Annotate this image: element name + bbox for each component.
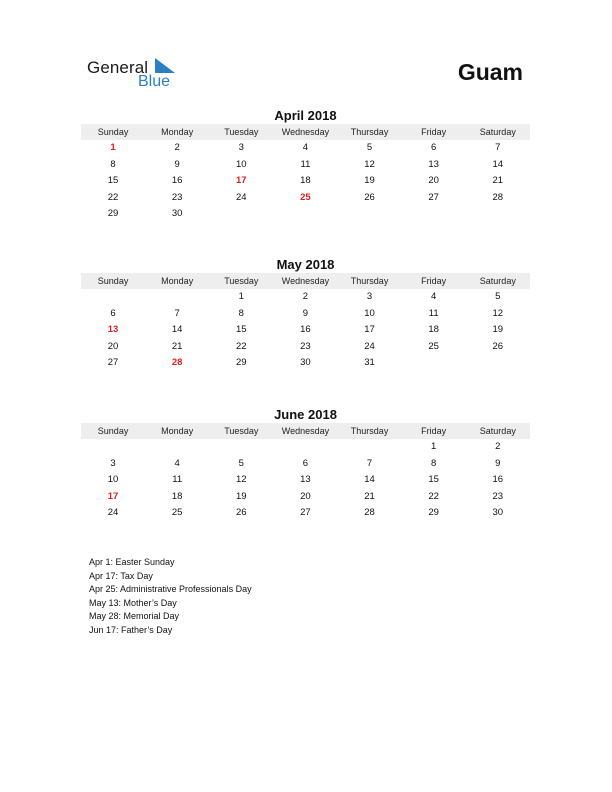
weekday-label: Monday [161, 127, 194, 137]
week-row [81, 339, 530, 356]
day-cell: 31 [364, 357, 375, 369]
day-cell: 15 [107, 175, 119, 187]
day-cell: 14 [492, 158, 504, 170]
day-cell: 6 [302, 457, 309, 469]
day-cell: 3 [110, 457, 116, 469]
day-cell: 17 [236, 175, 247, 187]
day-cell: 21 [171, 340, 183, 352]
day-cell: 22 [107, 191, 119, 203]
day-cell: 9 [495, 457, 501, 469]
weekday-label: Tuesday [224, 426, 259, 436]
day-cell: 10 [236, 158, 247, 170]
day-cell: 26 [364, 191, 375, 203]
day-cell: 2 [495, 441, 501, 452]
holiday-note: Apr 25: Administrative Professionals Day [89, 584, 252, 594]
day-cell: 11 [172, 474, 183, 486]
week-row [81, 289, 530, 306]
weekday-header [81, 124, 530, 140]
day-cell: 28 [364, 507, 375, 519]
day-cell: 17 [107, 490, 119, 502]
weekday-header [81, 423, 530, 439]
day-cell: 8 [110, 158, 116, 170]
day-cell: 1 [238, 291, 244, 302]
weekday-label: Monday [161, 276, 194, 286]
day-cell: 15 [428, 474, 439, 486]
empty-day-cell [81, 439, 145, 456]
holiday-note: Apr 17: Tax Day [89, 570, 153, 581]
day-cell: 28 [171, 357, 183, 369]
day-cell: 25 [300, 191, 311, 203]
day-cell: 20 [300, 490, 311, 502]
day-cell: 21 [364, 490, 375, 502]
day-cell: 17 [364, 324, 375, 336]
empty-day-cell [338, 206, 402, 223]
logo-triangle-icon [155, 58, 175, 73]
empty-day-cell [402, 355, 466, 372]
week-row [81, 322, 530, 339]
day-cell: 3 [238, 142, 244, 153]
week-row [81, 157, 530, 174]
weekday-label: Thursday [350, 127, 389, 137]
day-cell: 27 [107, 357, 119, 369]
day-cell: 26 [236, 507, 247, 519]
week-row [81, 489, 530, 506]
country-title: Guam [457, 59, 523, 85]
weekday-label: Thursday [350, 276, 389, 286]
weekday-label: Thursday [350, 426, 389, 436]
weekday-label: Wednesday [281, 127, 330, 137]
day-cell: 21 [492, 175, 504, 187]
generalblue-logo [87, 56, 197, 92]
day-cell: 16 [300, 324, 311, 336]
empty-day-cell [209, 439, 273, 456]
day-cell: 14 [171, 324, 183, 336]
day-cell: 6 [110, 307, 116, 319]
day-cell: 7 [366, 457, 373, 469]
holiday-note: Jun 17: Father’s Day [89, 624, 173, 635]
week-row [81, 355, 530, 372]
day-cell: 26 [492, 340, 504, 352]
day-cell: 8 [238, 307, 244, 319]
holiday-note: Apr 1: Easter Sunday [89, 557, 175, 567]
day-cell: 16 [492, 474, 504, 486]
month-april [81, 107, 530, 223]
day-cell: 23 [492, 490, 504, 502]
holiday-notes [89, 556, 252, 637]
weekday-label: Saturday [479, 127, 516, 137]
day-cell: 9 [174, 158, 180, 170]
day-cell: 5 [366, 142, 373, 153]
month-june [81, 406, 530, 522]
day-cell: 30 [171, 208, 183, 220]
weekday-label: Friday [421, 127, 447, 137]
holiday-note: May 28: Memorial Day [89, 611, 180, 621]
week-row [81, 456, 530, 473]
day-cell: 11 [300, 158, 311, 170]
day-cell: 13 [107, 324, 119, 336]
weekday-header [81, 273, 530, 289]
day-cell: 22 [428, 490, 439, 502]
weekday-label: Sunday [97, 426, 129, 436]
empty-day-cell [145, 289, 209, 306]
day-cell: 19 [364, 175, 375, 187]
week-row [81, 439, 530, 456]
day-cell: 19 [236, 490, 247, 502]
day-cell: 19 [492, 324, 504, 336]
day-cell: 5 [238, 457, 244, 469]
month-title: June 2018 [274, 407, 337, 422]
holiday-note: May 13: Mother’s Day [89, 597, 177, 608]
day-cell: 25 [428, 340, 439, 352]
day-cell: 2 [302, 291, 309, 302]
day-cell: 28 [492, 191, 504, 203]
empty-day-cell [338, 439, 402, 456]
weekday-label: Tuesday [224, 127, 259, 137]
day-cell: 1 [110, 142, 116, 153]
weekday-label: Sunday [97, 127, 129, 137]
month-may [81, 256, 530, 372]
empty-day-cell [273, 439, 337, 456]
month-title: May 2018 [276, 257, 335, 272]
day-cell: 20 [107, 340, 119, 352]
day-cell: 27 [300, 507, 311, 519]
day-cell: 1 [431, 441, 437, 452]
week-row [81, 190, 530, 207]
day-cell: 5 [495, 291, 501, 302]
day-cell: 4 [302, 142, 309, 153]
week-row [81, 206, 530, 223]
empty-day-cell [466, 206, 530, 223]
day-cell: 24 [107, 507, 119, 519]
empty-day-cell [81, 289, 145, 306]
day-cell: 12 [236, 474, 247, 486]
day-cell: 3 [366, 291, 373, 302]
day-cell: 8 [431, 457, 437, 469]
week-row [81, 140, 530, 157]
day-cell: 29 [236, 357, 247, 369]
day-cell: 23 [171, 191, 183, 203]
day-cell: 10 [107, 474, 119, 486]
week-row [81, 472, 530, 489]
weekday-label: Wednesday [281, 426, 330, 436]
day-cell: 4 [431, 291, 437, 302]
empty-day-cell [209, 206, 273, 223]
day-cell: 15 [236, 324, 247, 336]
day-cell: 23 [300, 340, 311, 352]
day-cell: 10 [364, 307, 375, 319]
day-cell: 9 [302, 307, 309, 319]
day-cell: 30 [492, 507, 504, 519]
week-row [81, 505, 530, 522]
weekday-label: Monday [161, 426, 194, 436]
day-cell: 11 [428, 307, 439, 319]
day-cell: 13 [428, 158, 439, 170]
day-cell: 18 [171, 490, 183, 502]
day-cell: 24 [364, 340, 375, 352]
weekday-label: Tuesday [224, 276, 259, 286]
week-row [81, 173, 530, 190]
weekday-label: Saturday [479, 426, 516, 436]
weekday-label: Friday [421, 426, 447, 436]
day-cell: 12 [364, 158, 375, 170]
day-cell: 18 [428, 324, 439, 336]
empty-day-cell [402, 206, 466, 223]
day-cell: 25 [171, 507, 183, 519]
day-cell: 16 [171, 175, 183, 187]
day-cell: 2 [174, 142, 180, 153]
day-cell: 7 [174, 307, 180, 319]
day-cell: 7 [495, 142, 501, 153]
day-cell: 30 [300, 357, 311, 369]
empty-day-cell [273, 206, 337, 223]
day-cell: 27 [428, 191, 439, 203]
day-cell: 20 [428, 175, 439, 187]
day-cell: 22 [236, 340, 247, 352]
day-cell: 4 [174, 457, 180, 469]
day-cell: 6 [431, 142, 437, 153]
empty-day-cell [145, 439, 209, 456]
weekday-label: Sunday [97, 276, 129, 286]
logo-text-general: General [87, 58, 149, 77]
empty-day-cell [466, 355, 530, 372]
day-cell: 29 [428, 507, 439, 519]
month-title: April 2018 [274, 108, 337, 123]
day-cell: 14 [364, 474, 375, 486]
logo-text-blue: Blue [138, 73, 171, 90]
day-cell: 24 [236, 191, 247, 203]
weekday-label: Wednesday [281, 276, 330, 286]
day-cell: 13 [300, 474, 311, 486]
day-cell: 18 [300, 175, 311, 187]
day-cell: 12 [492, 307, 504, 319]
weekday-label: Friday [421, 276, 447, 286]
weekday-label: Saturday [479, 276, 516, 286]
week-row [81, 306, 530, 323]
day-cell: 29 [107, 208, 119, 220]
